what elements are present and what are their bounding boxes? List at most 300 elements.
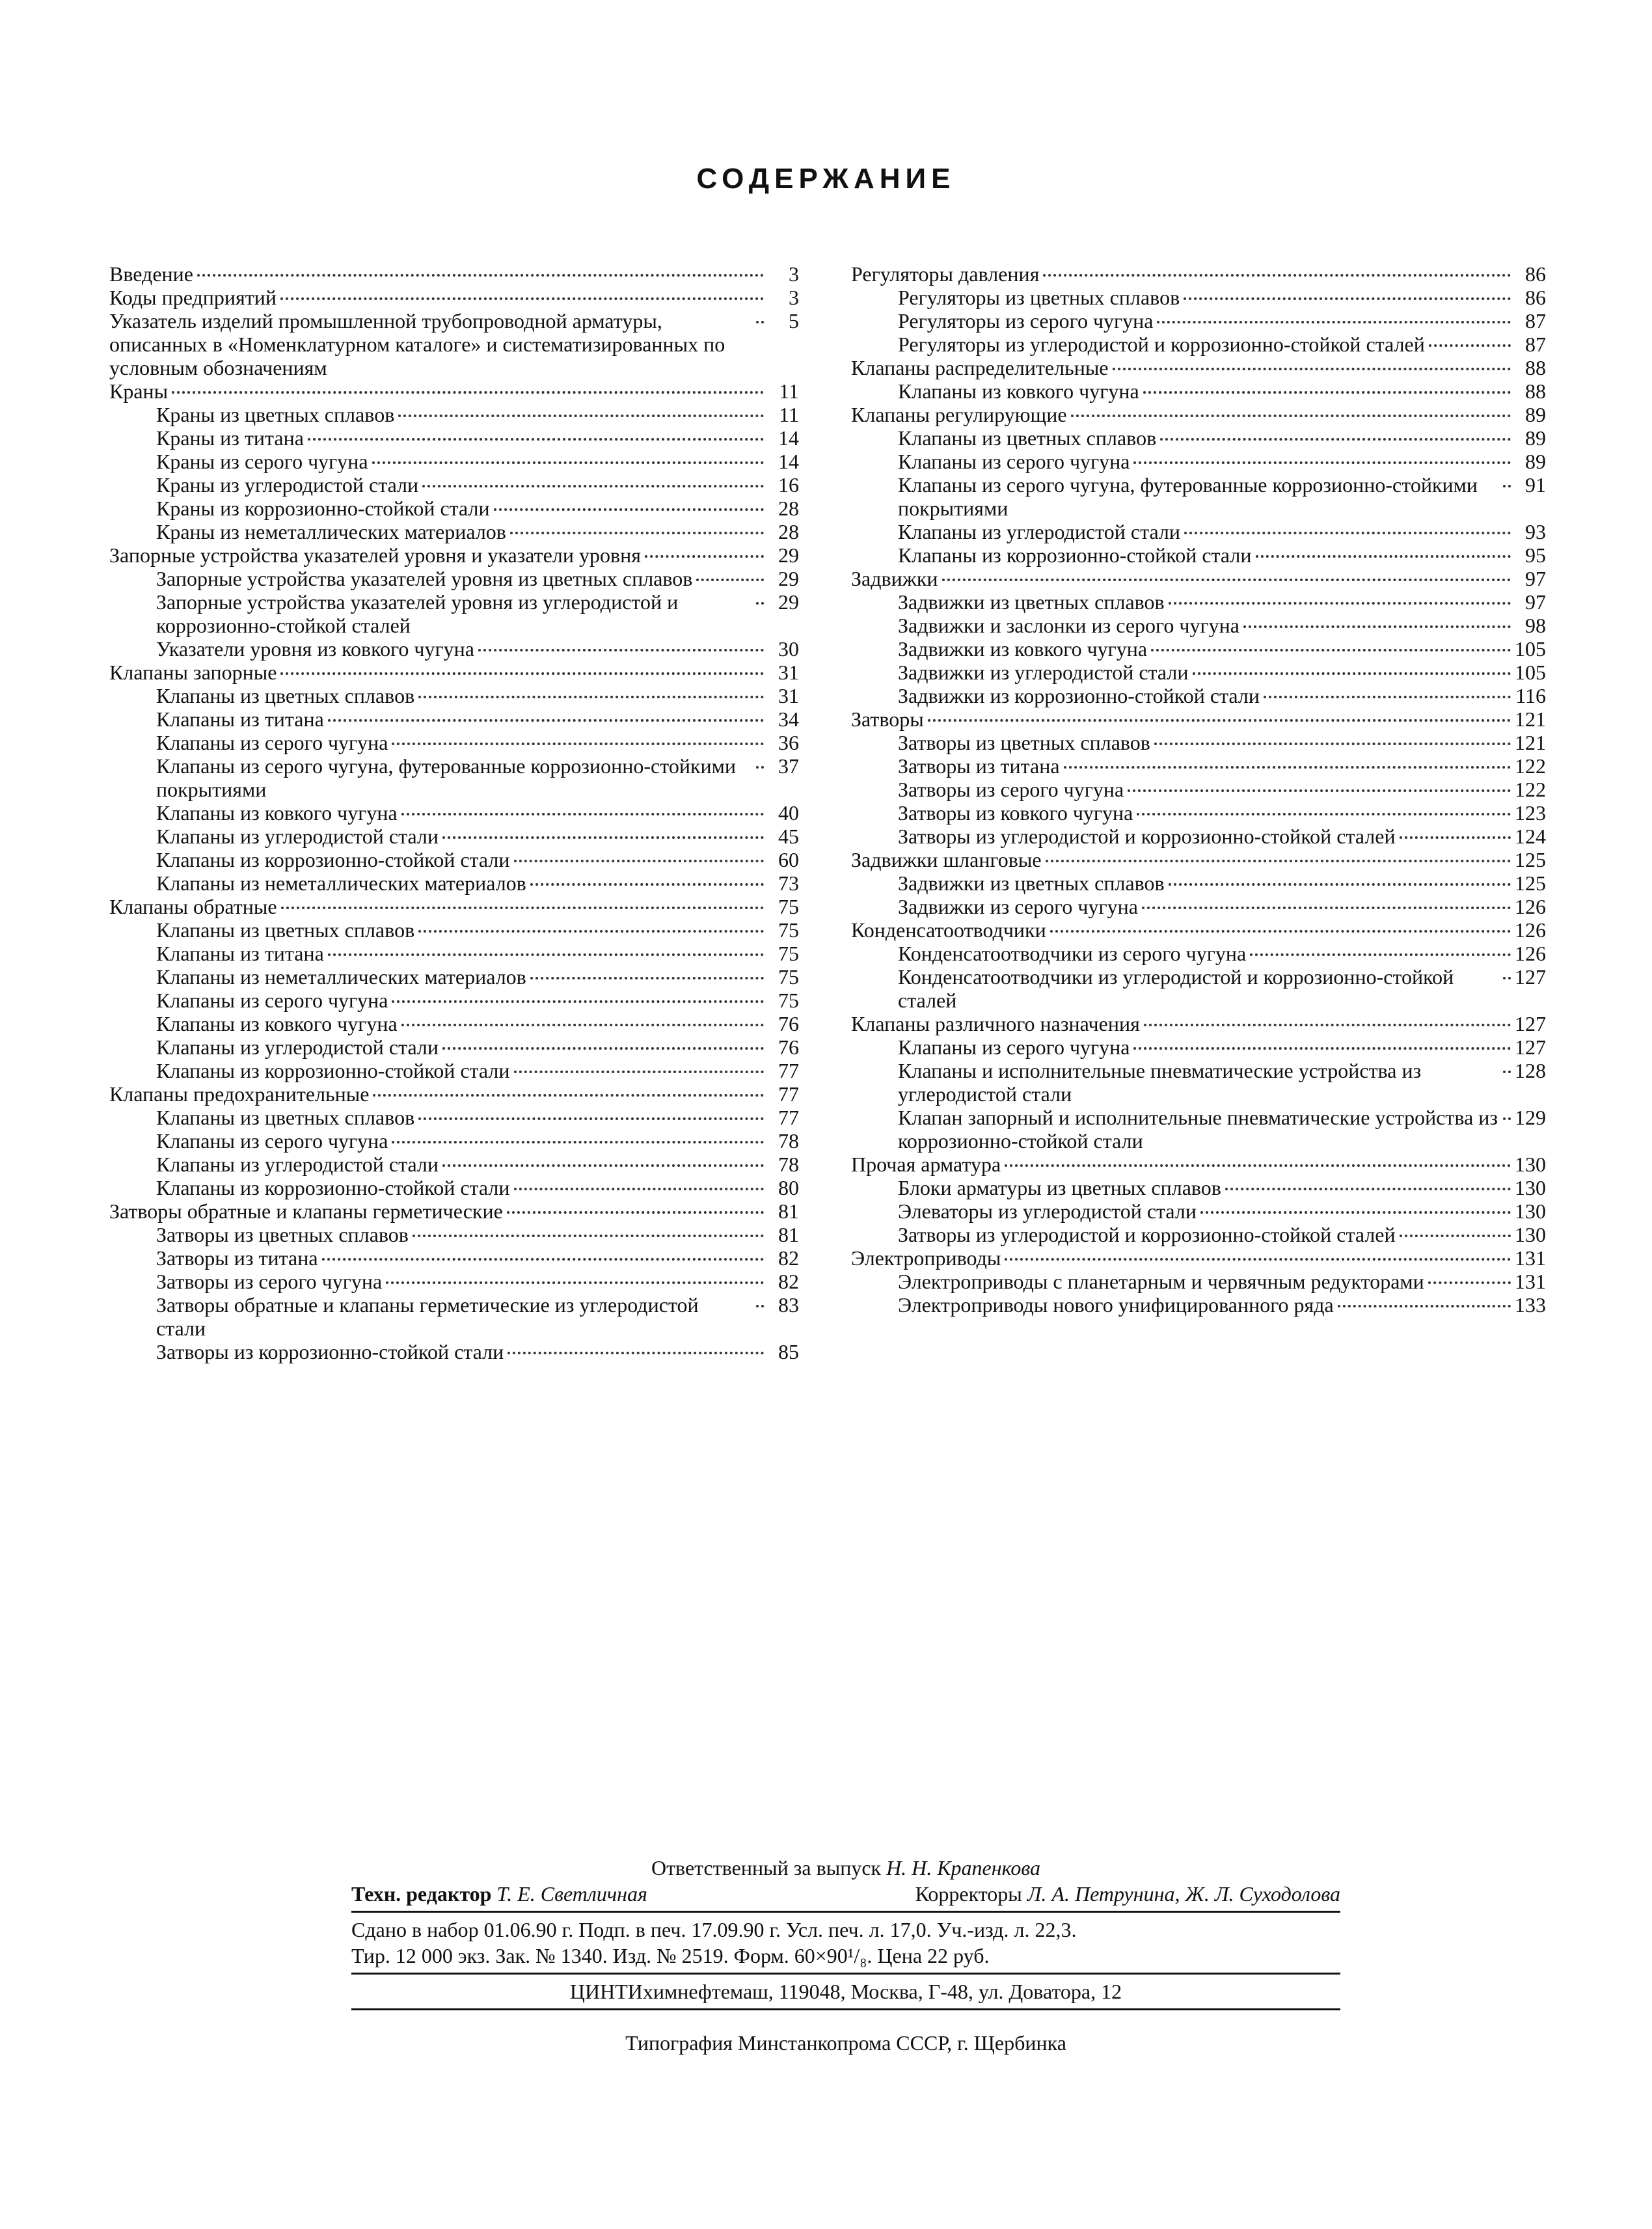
toc-subentry (109, 567, 799, 590)
toc-subentry (109, 684, 799, 707)
divider (351, 2008, 1340, 2010)
toc-entry-title: Клапаны из коррозионно-стойкой стали (156, 848, 510, 871)
toc-page-number: 98 (1525, 614, 1546, 637)
dot-leader (1400, 1235, 1511, 1237)
toc-subentry (109, 1340, 799, 1363)
toc-entry-title: Краны из титана (156, 426, 304, 450)
toc-page-number: 93 (1525, 520, 1546, 543)
toc-entry-title: Клапаны из цветных сплавов (156, 918, 415, 942)
toc-entry-title: Регуляторы из серого чугуна (898, 309, 1154, 333)
toc-page-number: 76 (778, 1012, 799, 1035)
toc-page-number: 28 (778, 520, 799, 543)
dot-leader (507, 1211, 764, 1214)
toc-entry-title: Задвижки шланговые (851, 848, 1042, 871)
toc-entry-title: Регуляторы из углеродистой и коррозионно-стойкой сталей (898, 333, 1425, 356)
toc-page-number: 97 (1525, 567, 1546, 590)
toc-subentry (851, 684, 1546, 707)
dot-leader (422, 485, 764, 487)
dot-leader (478, 649, 764, 651)
dot-leader (401, 1024, 764, 1026)
toc-entry-title: Краны из коррозионно-стойкой стали (156, 497, 490, 520)
toc-entry-title: Клапаны из серого чугуна (898, 450, 1130, 473)
toc-entry (851, 848, 1546, 871)
dot-leader (418, 696, 764, 698)
toc-entry (109, 661, 799, 684)
toc-entry (109, 895, 799, 918)
toc-entry-title: Клапаны из углеродистой стали (156, 825, 439, 848)
toc-entry-title: Указатели уровня из ковкого чугуна (156, 637, 474, 661)
toc-entry-title: Задвижки из ковкого чугуна (898, 637, 1148, 661)
toc-entry-title: Регуляторы из цветных сплавов (898, 286, 1180, 309)
toc-page-number: 75 (778, 895, 799, 918)
dot-leader (401, 813, 764, 815)
toc-entry-title: Клапаны из углеродистой стали (156, 1035, 439, 1059)
toc-page-number: 130 (1515, 1153, 1546, 1176)
toc-entry-title: Клапаны из серого чугуна, футерованные коррозионно-стойкими покрытиями (156, 754, 736, 801)
toc-subentry (109, 965, 799, 989)
dot-leader (1193, 672, 1511, 675)
dot-leader (1503, 485, 1511, 487)
toc-page-number: 75 (778, 989, 799, 1012)
toc-page-number: 88 (1525, 379, 1546, 403)
toc-subentry (851, 379, 1546, 403)
toc-subentry (109, 403, 799, 426)
toc-entry (851, 918, 1546, 942)
toc-subentry (851, 450, 1546, 473)
toc-subentry (851, 426, 1546, 450)
toc-page-number: 81 (778, 1199, 799, 1223)
dot-leader (1133, 461, 1511, 464)
toc-left-column (109, 262, 799, 1363)
toc-page-number: 87 (1525, 333, 1546, 356)
toc-subentry (109, 426, 799, 450)
dot-leader (328, 953, 764, 956)
toc-page-number: 105 (1515, 661, 1546, 684)
dot-leader (1043, 274, 1511, 277)
toc-page-number: 91 (1525, 473, 1546, 497)
dot-leader (1160, 438, 1511, 441)
toc-entry-title: Затворы из коррозионно-стойкой стали (156, 1340, 504, 1363)
toc-entry-title: Затворы из углеродистой и коррозионно-стойкой сталей (898, 825, 1396, 848)
toc-entry-title: Клапаны из цветных сплавов (156, 1106, 415, 1129)
dot-leader (392, 743, 764, 745)
toc-entry-title: Коды предприятий (109, 286, 277, 309)
toc-entry-title: Клапаны из неметаллических материалов (156, 871, 526, 895)
toc-subentry (109, 942, 799, 965)
toc-subentry (109, 871, 799, 895)
toc-entry-title: Задвижки из коррозионно-стойкой стали (898, 684, 1260, 707)
tech-editor-label: Техн. редактор (351, 1882, 492, 1906)
toc-page-number: 31 (778, 684, 799, 707)
toc-page-number: 34 (778, 707, 799, 731)
toc-subentry (851, 1059, 1546, 1106)
toc-page-number: 36 (778, 731, 799, 754)
toc-page-number: 89 (1525, 403, 1546, 426)
dot-leader (1157, 321, 1511, 323)
toc-subentry (109, 637, 799, 661)
toc-subentry (851, 895, 1546, 918)
toc-subentry (109, 1293, 799, 1340)
dot-leader (1429, 344, 1511, 347)
toc-page-number: 3 (789, 286, 799, 309)
dot-leader (1503, 1117, 1511, 1120)
dot-leader (1143, 391, 1511, 394)
toc-subentry (851, 965, 1546, 1012)
toc-page-number: 122 (1515, 754, 1546, 778)
toc-entry-title: Блоки арматуры из цветных сплавов (898, 1176, 1221, 1199)
toc-entry-title: Задвижки из цветных сплавов (898, 871, 1165, 895)
toc-subentry (109, 1270, 799, 1293)
dot-leader (442, 836, 764, 839)
toc-entry-title: Электроприводы с планетарным и червячным редукторами (898, 1270, 1424, 1293)
toc-page-number: 95 (1525, 543, 1546, 567)
divider (351, 1911, 1340, 1913)
toc-right-column (851, 262, 1546, 1317)
toc-subentry (109, 497, 799, 520)
dot-leader (442, 1047, 764, 1050)
dot-leader (1250, 953, 1511, 956)
toc-page-number: 16 (778, 473, 799, 497)
toc-entry-title: Краны из неметаллических материалов (156, 520, 506, 543)
toc-page-number: 77 (778, 1059, 799, 1082)
toc-page-number: 5 (789, 309, 799, 333)
toc-entry (851, 356, 1546, 379)
toc-subentry (851, 1270, 1546, 1293)
publisher-line: ЦИНТИхимнефтемаш, 119048, Москва, Г-48, ул. Доватора, 12 (569, 1980, 1122, 2003)
dot-leader (756, 321, 764, 323)
imprint (351, 1855, 1340, 2056)
toc-entry-title: Краны (109, 379, 169, 403)
toc-entry-title: Задвижки из цветных сплавов (898, 590, 1165, 614)
toc-page-number: 37 (778, 754, 799, 778)
toc-subentry (851, 801, 1546, 825)
toc-page-number: 78 (778, 1153, 799, 1176)
toc-page-number: 127 (1515, 1035, 1546, 1059)
dot-leader (1144, 1024, 1511, 1026)
toc-page-number: 129 (1515, 1106, 1546, 1129)
toc-entry-title: Клапаны из коррозионно-стойкой стали (156, 1059, 510, 1082)
toc-page-number: 131 (1515, 1246, 1546, 1270)
dot-leader (1050, 930, 1511, 933)
toc-entry (851, 262, 1546, 286)
dot-leader (1151, 649, 1511, 651)
toc-entry (851, 1012, 1546, 1035)
toc-subentry (851, 473, 1546, 520)
toc-subentry (851, 637, 1546, 661)
toc-page-number: 125 (1515, 871, 1546, 895)
toc-subentry (109, 801, 799, 825)
toc-entry-title: Клапаны из ковкого чугуна (156, 801, 398, 825)
dot-leader (928, 719, 1511, 722)
toc-entry-title: Клапаны из углеродистой стали (898, 520, 1181, 543)
toc-entry-title: Краны из цветных сплавов (156, 403, 395, 426)
toc-entry-title: Клапаны из титана (156, 707, 324, 731)
dot-leader (756, 1305, 764, 1307)
toc-subentry (109, 1012, 799, 1035)
dot-leader (530, 977, 764, 979)
toc-entry-title: Введение (109, 262, 193, 286)
toc-entry (851, 1153, 1546, 1176)
toc-entry-title: Прочая арматура (851, 1153, 1001, 1176)
toc-subentry (851, 1199, 1546, 1223)
toc-entry-title: Затворы обратные и клапаны герметические (109, 1199, 503, 1223)
toc-page-number: 122 (1515, 778, 1546, 801)
toc-page-number: 83 (778, 1293, 799, 1317)
toc-entry-title: Затворы из титана (898, 754, 1060, 778)
correctors-names: Л. А. Петрунина, Ж. Л. Суходолова (1027, 1882, 1340, 1906)
toc-entry (851, 403, 1546, 426)
dot-leader (386, 1281, 764, 1284)
toc-page-number: 126 (1515, 918, 1546, 942)
toc-entry (109, 286, 799, 309)
toc-entry-title: Клапаны и исполнительные пневматические устройства из углеродистой стали (898, 1059, 1422, 1106)
editors-line (351, 1881, 1340, 1907)
toc-entry-title: Краны из углеродистой стали (156, 473, 419, 497)
toc-subentry (851, 333, 1546, 356)
dot-leader (1169, 602, 1511, 605)
toc-entry-title: Затворы из цветных сплавов (898, 731, 1150, 754)
toc-entry-title: Запорные устройства указателей уровня и указатели уровня (109, 543, 641, 567)
dot-leader (510, 532, 764, 534)
toc-page-number: 29 (778, 590, 799, 614)
dot-leader (530, 883, 764, 886)
toc-entry-title: Конденсатоотводчики из серого чугуна (898, 942, 1247, 965)
dot-leader (942, 579, 1511, 581)
toc-entry (109, 1199, 799, 1223)
toc-subentry (109, 520, 799, 543)
toc-entry (109, 1082, 799, 1106)
toc-page-number: 116 (1515, 684, 1546, 707)
toc-subentry (851, 1223, 1546, 1246)
dot-leader (1428, 1281, 1511, 1284)
dot-leader (442, 1164, 764, 1167)
toc-page-number: 124 (1515, 825, 1546, 848)
toc-page-number: 60 (778, 848, 799, 871)
dot-leader (1137, 813, 1511, 815)
dot-leader (514, 1188, 765, 1190)
dot-leader (1142, 907, 1511, 909)
dot-leader (756, 602, 764, 605)
toc-subentry (851, 661, 1546, 684)
dot-leader (1071, 415, 1511, 417)
toc-subentry (109, 989, 799, 1012)
toc-entry-title: Клапаны из неметаллических материалов (156, 965, 526, 989)
toc-subentry (109, 450, 799, 473)
dot-leader (1243, 625, 1511, 628)
dot-leader (1154, 743, 1511, 745)
toc-entry-title: Затворы из углеродистой и коррозионно-стойкой сталей (898, 1223, 1396, 1246)
toc-entry-title: Клапаны различного назначения (851, 1012, 1140, 1035)
dot-leader (328, 719, 764, 722)
toc-page-number: 126 (1515, 942, 1546, 965)
toc-subentry (109, 1035, 799, 1059)
toc-page-number: 76 (778, 1035, 799, 1059)
divider (351, 1973, 1340, 1975)
toc-page-number: 130 (1515, 1223, 1546, 1246)
toc-entry-title: Клапан запорный и исполнительные пневматические устройства из коррозионно-стойкой стали (898, 1106, 1498, 1153)
toc-entry-title: Клапаны запорные (109, 661, 277, 684)
toc-page-number: 45 (778, 825, 799, 848)
toc-entry-title: Электроприводы нового унифицированного ряда (898, 1293, 1334, 1317)
toc-page-number: 128 (1515, 1059, 1546, 1082)
toc-subentry (109, 918, 799, 942)
dot-leader (1005, 1164, 1511, 1167)
toc-page-number: 131 (1515, 1270, 1546, 1293)
toc-subentry (109, 1153, 799, 1176)
toc-page-number: 85 (778, 1340, 799, 1363)
toc-page-number: 78 (778, 1129, 799, 1153)
toc-entry-title: Задвижки из серого чугуна (898, 895, 1138, 918)
toc-entry-title: Электроприводы (851, 1246, 1001, 1270)
toc-subentry (109, 1246, 799, 1270)
toc-page-number: 11 (779, 403, 799, 426)
toc-entry-title: Затворы из ковкого чугуна (898, 801, 1133, 825)
dot-leader (645, 555, 764, 558)
tech-editor-name: Т. Е. Светличная (496, 1882, 647, 1906)
dot-leader (1503, 1071, 1511, 1073)
toc-entry-title: Клапаны из коррозионно-стойкой стали (156, 1176, 510, 1199)
toc-entry-title: Клапаны из серого чугуна (156, 989, 388, 1012)
dot-leader (1338, 1305, 1511, 1307)
toc-entry-title: Конденсатоотводчики (851, 918, 1046, 942)
toc-entry-title: Клапаны из углеродистой стали (156, 1153, 439, 1176)
dot-leader (308, 438, 764, 441)
dot-leader (172, 391, 764, 394)
print-info-line-2: Тир. 12 000 экз. Зак. № 1340. Изд. № 2519. Форм. 60×90¹/₈. Цена 22 руб. (351, 1944, 990, 1967)
toc-entry (109, 543, 799, 567)
toc-subentry (109, 848, 799, 871)
toc-subentry (851, 590, 1546, 614)
toc-subentry (851, 825, 1546, 848)
dot-leader (392, 1141, 764, 1143)
toc-entry-title: Запорные устройства указателей уровня из углеродистой и коррозионно-стойкой сталей (156, 590, 679, 637)
toc-subentry (851, 778, 1546, 801)
toc-subentry (851, 1176, 1546, 1199)
toc-page-number: 97 (1525, 590, 1546, 614)
toc-entry (109, 309, 799, 379)
dot-leader (1184, 297, 1511, 300)
toc-subentry (851, 520, 1546, 543)
toc-entry-title: Клапаны из цветных сплавов (898, 426, 1157, 450)
toc-entry-title: Клапаны из серого чугуна (156, 1129, 388, 1153)
toc-page-number: 11 (779, 379, 799, 403)
dot-leader (508, 1352, 764, 1354)
dot-leader (1133, 1047, 1511, 1050)
toc-page-number: 29 (778, 567, 799, 590)
dot-leader (372, 461, 764, 464)
dot-leader (322, 1258, 764, 1261)
toc-subentry (851, 942, 1546, 965)
toc-entry-title: Регуляторы давления (851, 262, 1040, 286)
toc-page-number: 75 (778, 942, 799, 965)
toc-page-number: 127 (1515, 965, 1546, 989)
dot-leader (398, 415, 764, 417)
toc-subentry (851, 1106, 1546, 1153)
toc-subentry (851, 754, 1546, 778)
toc-entry-title: Задвижки (851, 567, 938, 590)
toc-page-number: 77 (778, 1082, 799, 1106)
toc-page-number: 87 (1525, 309, 1546, 333)
printer-line: Типография Минстанкопрома СССР, г. Щербинка (625, 2031, 1066, 2055)
dot-leader (1113, 368, 1511, 370)
dot-leader (197, 274, 764, 277)
dot-leader (1064, 766, 1511, 769)
toc-page-number: 82 (778, 1246, 799, 1270)
toc-entry-title: Затворы из цветных сплавов (156, 1223, 409, 1246)
toc-page-number: 89 (1525, 426, 1546, 450)
toc-page-number: 29 (778, 543, 799, 567)
toc-entry-title: Затворы из титана (156, 1246, 318, 1270)
toc-entry (851, 567, 1546, 590)
toc-entry-title: Конденсатоотводчики из углеродистой и коррозионно-стойкой сталей (898, 965, 1454, 1012)
toc-subentry (109, 1106, 799, 1129)
toc-subentry (109, 473, 799, 497)
toc-subentry (851, 286, 1546, 309)
toc-page-number: 86 (1525, 286, 1546, 309)
dot-leader (514, 1071, 765, 1073)
toc-page-number: 89 (1525, 450, 1546, 473)
toc-subentry (851, 1035, 1546, 1059)
toc-page-number: 121 (1515, 707, 1546, 731)
toc-subentry (109, 825, 799, 848)
dot-leader (413, 1235, 764, 1237)
dot-leader (281, 907, 764, 909)
toc-subentry (109, 590, 799, 637)
toc-page-number: 3 (789, 262, 799, 286)
toc-entry-title: Задвижки из углеродистой стали (898, 661, 1189, 684)
toc-page-number: 75 (778, 918, 799, 942)
toc-subentry (109, 1059, 799, 1082)
toc-page-number: 14 (778, 426, 799, 450)
toc-entry-title: Клапаны из ковкого чугуна (156, 1012, 398, 1035)
toc-page-number: 127 (1515, 1012, 1546, 1035)
toc-page-number: 73 (778, 871, 799, 895)
toc-entry (109, 262, 799, 286)
toc-subentry (851, 309, 1546, 333)
toc-subentry (109, 1129, 799, 1153)
dot-leader (756, 766, 764, 769)
toc-page-number: 80 (778, 1176, 799, 1199)
toc-entry-title: Клапаны из серого чугуна, футерованные коррозионно-стойкими покрытиями (898, 473, 1478, 520)
dot-leader (1256, 555, 1511, 558)
correctors-label: Корректоры (915, 1882, 1022, 1906)
toc-page-number: 123 (1515, 801, 1546, 825)
toc-entry (851, 707, 1546, 731)
toc-page-number: 31 (778, 661, 799, 684)
toc-entry-title: Клапаны из серого чугуна (898, 1035, 1130, 1059)
dot-leader (1005, 1258, 1511, 1261)
toc-page-number: 121 (1515, 731, 1546, 754)
dot-leader (696, 579, 764, 581)
toc-entry-title: Затворы из серого чугуна (156, 1270, 383, 1293)
toc-subentry (109, 731, 799, 754)
toc-page-number: 88 (1525, 356, 1546, 379)
toc-entry-title: Клапаны из титана (156, 942, 324, 965)
dot-leader (1184, 532, 1511, 534)
toc-entry (109, 379, 799, 403)
toc-page-number: 133 (1515, 1293, 1546, 1317)
dot-leader (280, 297, 764, 300)
toc-page-number: 82 (778, 1270, 799, 1293)
toc-entry-title: Клапаны обратные (109, 895, 277, 918)
page-title: СОДЕРЖАНИЕ (696, 163, 956, 195)
dot-leader (1046, 860, 1511, 862)
dot-leader (418, 930, 764, 933)
toc-subentry (109, 1223, 799, 1246)
toc-subentry (109, 1176, 799, 1199)
dot-leader (280, 672, 764, 675)
toc-subentry (851, 1293, 1546, 1317)
